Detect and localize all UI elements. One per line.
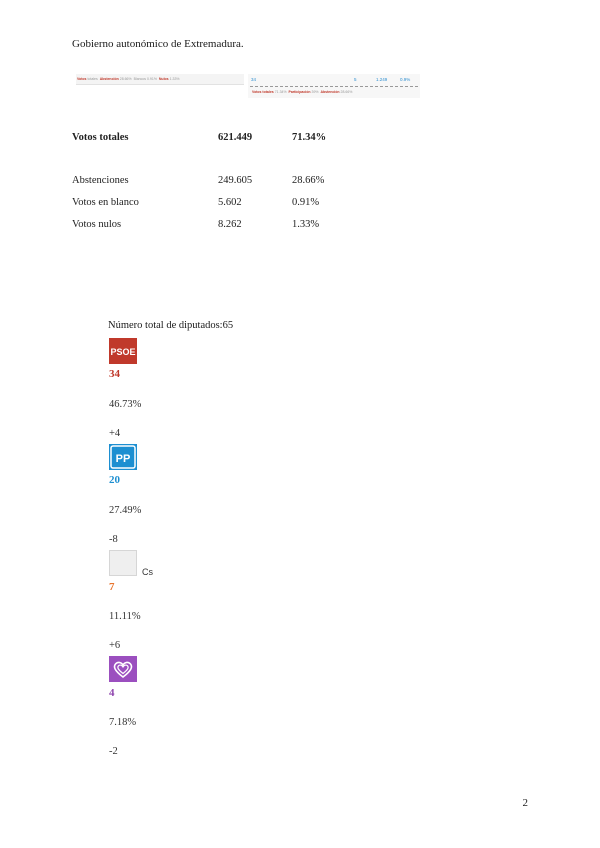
table-row-votos-totales <box>72 130 372 146</box>
thumb-text: Participación <box>288 90 311 94</box>
row-pct: 28.66% <box>292 175 325 186</box>
results-thumbnail-right <box>248 74 420 98</box>
thumb-row <box>248 87 420 97</box>
thumb-text: 28.66% <box>119 77 132 81</box>
thumb-text: Abstención <box>320 90 340 94</box>
thumb-text: 28.66% <box>340 90 353 94</box>
seats-total-title: Número total de diputados:65 <box>108 320 234 331</box>
row-label: Abstenciones <box>72 175 129 186</box>
party-pct: 7.18% <box>109 717 137 728</box>
party-seats: 34 <box>109 368 120 380</box>
row-label: Votos totales <box>72 132 129 143</box>
row-pct: 1.33% <box>292 219 320 230</box>
table-row-abstenciones <box>72 173 372 189</box>
party-seats: 20 <box>109 474 120 486</box>
thumb-text: Votos <box>76 77 87 81</box>
row-value: 249.605 <box>218 175 253 186</box>
thumb-text: Blancos <box>133 77 147 81</box>
party-pct: 46.73% <box>109 399 142 410</box>
table-row-nulos <box>72 217 372 233</box>
thumb-text: 71.34% <box>274 90 287 94</box>
thumb-text: 0.9% <box>400 77 411 82</box>
party-seats: 7 <box>109 581 115 593</box>
thumb-text: 0.91% <box>147 77 157 81</box>
party-seats: 4 <box>109 687 115 699</box>
thumb-text: 1.33% <box>169 77 180 81</box>
thumb-text: totales <box>87 77 98 81</box>
table-row-blanco <box>72 195 372 211</box>
thumb-text: Votos totales <box>252 90 274 94</box>
party-change: +4 <box>109 428 121 439</box>
row-value: 8.262 <box>218 219 242 230</box>
pp-logo <box>109 444 137 470</box>
psoe-logo <box>109 338 137 364</box>
party-change: -2 <box>109 746 118 757</box>
thumb-text: Nulos <box>158 77 169 81</box>
party-change: +6 <box>109 640 121 651</box>
thumb-text: Abstención <box>99 77 119 81</box>
page-number: 2 <box>522 797 528 809</box>
thumb-text: 39% <box>311 90 319 94</box>
row-pct: 0.91% <box>292 197 320 208</box>
thumb-text: 1.249 <box>376 77 388 82</box>
pp-logo-text: PP <box>115 453 131 465</box>
row-label: Votos nulos <box>72 219 122 230</box>
row-value: 5.602 <box>218 197 242 208</box>
row-pct: 71.34% <box>292 132 327 143</box>
party-pct: 11.11% <box>109 611 141 622</box>
psoe-logo-text: PSOE <box>110 347 136 357</box>
podemos-heart-icon <box>109 656 137 682</box>
results-thumbnail-left <box>76 74 244 85</box>
thumb-row <box>248 74 420 86</box>
cs-logo-placeholder <box>109 550 137 576</box>
row-value: 621.449 <box>218 132 253 143</box>
thumb-text: 5 <box>354 77 357 82</box>
cs-logo-label: Cs <box>142 567 153 577</box>
party-change: -8 <box>109 534 118 545</box>
party-pct: 27.49% <box>109 505 142 516</box>
document-heading: Gobierno autonómico de Extremadura. <box>72 38 244 50</box>
thumb-text: 34 <box>251 77 257 82</box>
row-label: Votos en blanco <box>72 197 139 208</box>
